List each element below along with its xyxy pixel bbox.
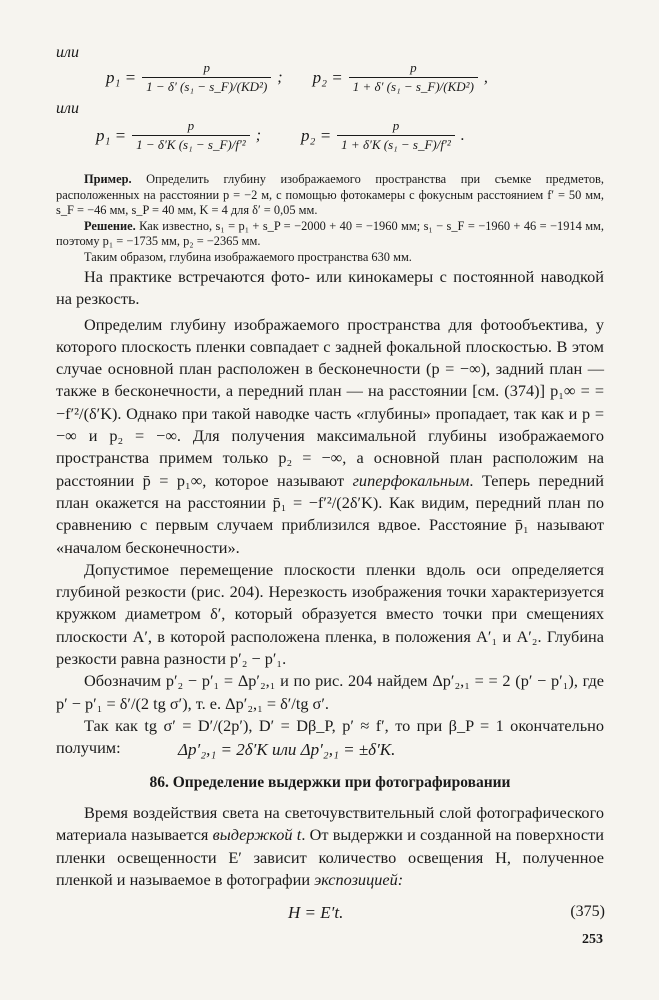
solution-label: Решение. <box>84 218 136 233</box>
formula-p2-fraction <box>349 60 478 95</box>
formula-p2-fraction <box>337 118 455 153</box>
formula-p1-fraction <box>142 60 271 95</box>
paragraph-4: Обозначим p′₂ − p′₁ = Δp′₂,₁ и по рис. 204 найдем Δp′₂,₁ = = 2 (p′ − p′₁), где p′ − p′₁ = δ′/(2 tg σ′), т. е. Δp′₂,₁ = δ′/tg σ′. <box>56 671 604 713</box>
fraction-denominator: 1 + δ′ (s₁ − s_F)/(KD²) <box>349 77 478 95</box>
section-text <box>56 802 604 891</box>
paragraph-2-part-a: Определим глубину изображаемого пространства для фотообъектива, у которого плоскость пленки совпадает с задней фокальной плоскостью. В этом случае основной план расположен в бесконечности (p = −∞), задний план — также в бесконечности, а передний план — на расстоянии [см. (374)] p₁∞ = = −f′²/(δ′K). Однако при такой наводке часть «глубины» пропадает, так как и p = −∞ и p₂ = −∞. Для получения максимальной глубины изображаемого пространства примем только p₂ = −∞, а основной план расположим на расстоянии p̄ = p₁∞, которое называют <box>56 314 604 490</box>
formula-p2-lhs: p₂ = <box>312 67 343 87</box>
paragraph-3: Допустимое перемещение плоскости пленки вдоль оси определяется глубиной резкости (рис. 204). Нерезкость изображения точки характеризуется кружком диаметром δ′, который образуется вместо точки при смещениях плоскости A′, в которой расположена пленка, в положения A′₁ и A′₂. Глубина резкости равна разности p′₂ − p′₁. <box>56 559 604 669</box>
solution-text: Как известно, s₁ = p₁ + s_P = −2000 + 40 = −1960 мм; s₁ − s_F = −1960 + 46 = −1914 мм, поэтому p₁ = −1735 мм, p₂ = −2365 мм. <box>56 218 604 248</box>
formula-separator: ; <box>277 68 283 86</box>
formula-p1-fraction <box>132 118 250 153</box>
term-exposure-time: выдержкой t <box>212 825 302 845</box>
section-p1-part-b: . От выдержки и созданной на поверхности пленки освещенности E′ зависит количество освещения H, полученное пленкой и называемое в фотографии <box>56 825 604 889</box>
conjunction-or-1: или <box>56 44 79 61</box>
formula-p2-lhs: p₂ = <box>301 125 332 145</box>
result-equation: Δp′₂,₁ = 2δ′K или Δp′₂,₁ = ±δ′K. <box>178 740 396 759</box>
fraction-numerator: p <box>187 118 195 133</box>
section-p1-part-a: Время воздействия света на светочувствительный слой фотографического материала называется <box>56 803 604 845</box>
fraction-numerator: p <box>203 60 210 75</box>
formula-end-punct: , <box>483 68 488 86</box>
fraction-denominator: 1 + δ′K (s₁ − s_F)/f′² <box>337 135 455 153</box>
example-block <box>56 172 604 265</box>
fraction-numerator: p <box>392 118 400 133</box>
formula-row-2 <box>96 118 465 153</box>
fraction-denominator: 1 − δ′ (s₁ − s_F)/(KD²) <box>142 77 271 95</box>
example-text: Определить глубину изображаемого пространства при съемке предметов, расположенных на расстоянии p = −2 м, с помощью фотокамеры с фокусным расстоянием f′ = 50 мм, s_F = −46 мм, s_P = 40 мм, K = 4 для δ′ = 0,05 мм. <box>56 172 604 217</box>
fraction-denominator: 1 − δ′K (s₁ − s_F)/f′² <box>132 135 250 153</box>
equation-375: H = E′t. <box>288 903 344 922</box>
paragraph-5: Так как tg σ′ = D′/(2p′), D′ = Dβ_P, p′ ≈ f′, то при β_P = 1 окончательно получим: <box>56 715 604 758</box>
main-text <box>56 266 604 760</box>
term-hyperfocal: гиперфокальным <box>352 470 470 490</box>
fraction-numerator: p <box>410 60 417 75</box>
formula-end-punct: . <box>460 126 465 144</box>
paragraph-2 <box>56 314 604 559</box>
paragraph-1: На практике встречаются фото- или кинокамеры с постоянной наводкой на резкость. <box>56 267 604 309</box>
formula-separator: ; <box>255 126 262 144</box>
solution-paragraph <box>56 219 604 250</box>
term-exposure: экспозицией: <box>314 869 404 889</box>
formula-p1-lhs: p₁ = <box>96 125 127 145</box>
paragraph-2-part-b: . Теперь передний план окажется на расстоянии p̄₁ = −f′²/(2δ′K). Как видим, передний план по сравнению с первым случаем приблизился вдвое. Расстояние p̄₁ называют «началом бесконечности». <box>56 470 604 557</box>
formula-row-1 <box>106 60 488 95</box>
example-label: Пример. <box>84 172 132 186</box>
section-heading: 86. Определение выдержки при фотографировании <box>149 774 511 791</box>
conjunction-or-2: или <box>56 100 79 117</box>
example-paragraph <box>56 172 604 219</box>
page-number: 253 <box>582 932 603 947</box>
equation-number: (375) <box>570 903 605 920</box>
example-conclusion: Таким образом, глубина изображаемого пространства 630 мм. <box>84 249 412 264</box>
formula-p1-lhs: p₁ = <box>106 67 137 87</box>
section-paragraph-1 <box>56 802 604 891</box>
